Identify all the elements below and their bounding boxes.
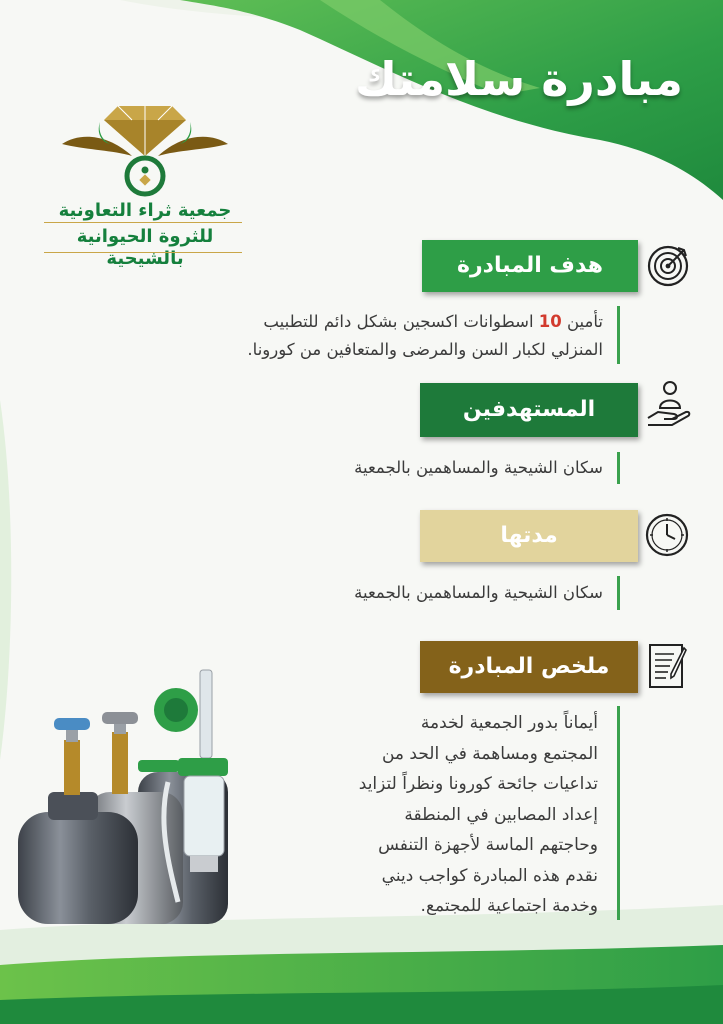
clock-icon xyxy=(644,512,690,558)
oxygen-count: 10 xyxy=(538,312,562,331)
page-title: مبادرة سلامتك xyxy=(354,52,683,106)
duration-text: سكان الشيحية والمساهمين بالجمعية xyxy=(354,583,603,602)
summary-line: إعداد المصابين في المنطقة xyxy=(404,804,598,825)
targets-text: سكان الشيحية والمساهمين بالجمعية xyxy=(354,458,603,477)
targets-label: المستهدفين xyxy=(420,383,638,437)
summary-line: وخدمة اجتماعية للمجتمع. xyxy=(420,896,598,916)
goal-text-line2: المنزلي لكبار السن والمرضى والمتعافين من كورونا. xyxy=(247,340,603,359)
duration-label: مدتها xyxy=(420,510,638,562)
summary-text xyxy=(298,708,598,922)
summary-line: وحاجتهم الماسة لأجهزة التنفس xyxy=(378,835,598,855)
logo-divider xyxy=(44,222,242,223)
summary-accent-line xyxy=(617,706,620,920)
target-icon xyxy=(646,244,690,288)
logo-name-line2: للثروة الحيوانية بالشيحية xyxy=(76,226,214,269)
goal-accent-line xyxy=(617,306,620,364)
goal-label: هدف المبادرة xyxy=(422,240,638,292)
summary-line: تداعيات جائحة كورونا ونظراً لتزايد xyxy=(358,774,598,794)
logo-name-line1: جمعية ثراء التعاونية xyxy=(58,200,232,221)
summary-line: أيماناً بدور الجمعية لخدمة xyxy=(420,713,598,733)
person-hand-icon xyxy=(644,378,692,428)
goal-text xyxy=(83,308,603,364)
document-pen-icon xyxy=(648,642,688,690)
goal-text-line1: تأمين 10 اسطوانات اكسجين بشكل دائم للتطبيب xyxy=(263,312,603,331)
targets-accent-line xyxy=(617,452,620,484)
oxygen-cylinders-image xyxy=(18,662,280,924)
summary-label: ملخص المبادرة xyxy=(420,641,638,693)
logo-divider-bottom xyxy=(44,252,242,253)
summary-line: نقدم هذه المبادرة كواجب ديني xyxy=(381,865,598,886)
duration-accent-line xyxy=(617,576,620,610)
summary-line: المجتمع ومساهمة في الحد من xyxy=(381,743,598,764)
